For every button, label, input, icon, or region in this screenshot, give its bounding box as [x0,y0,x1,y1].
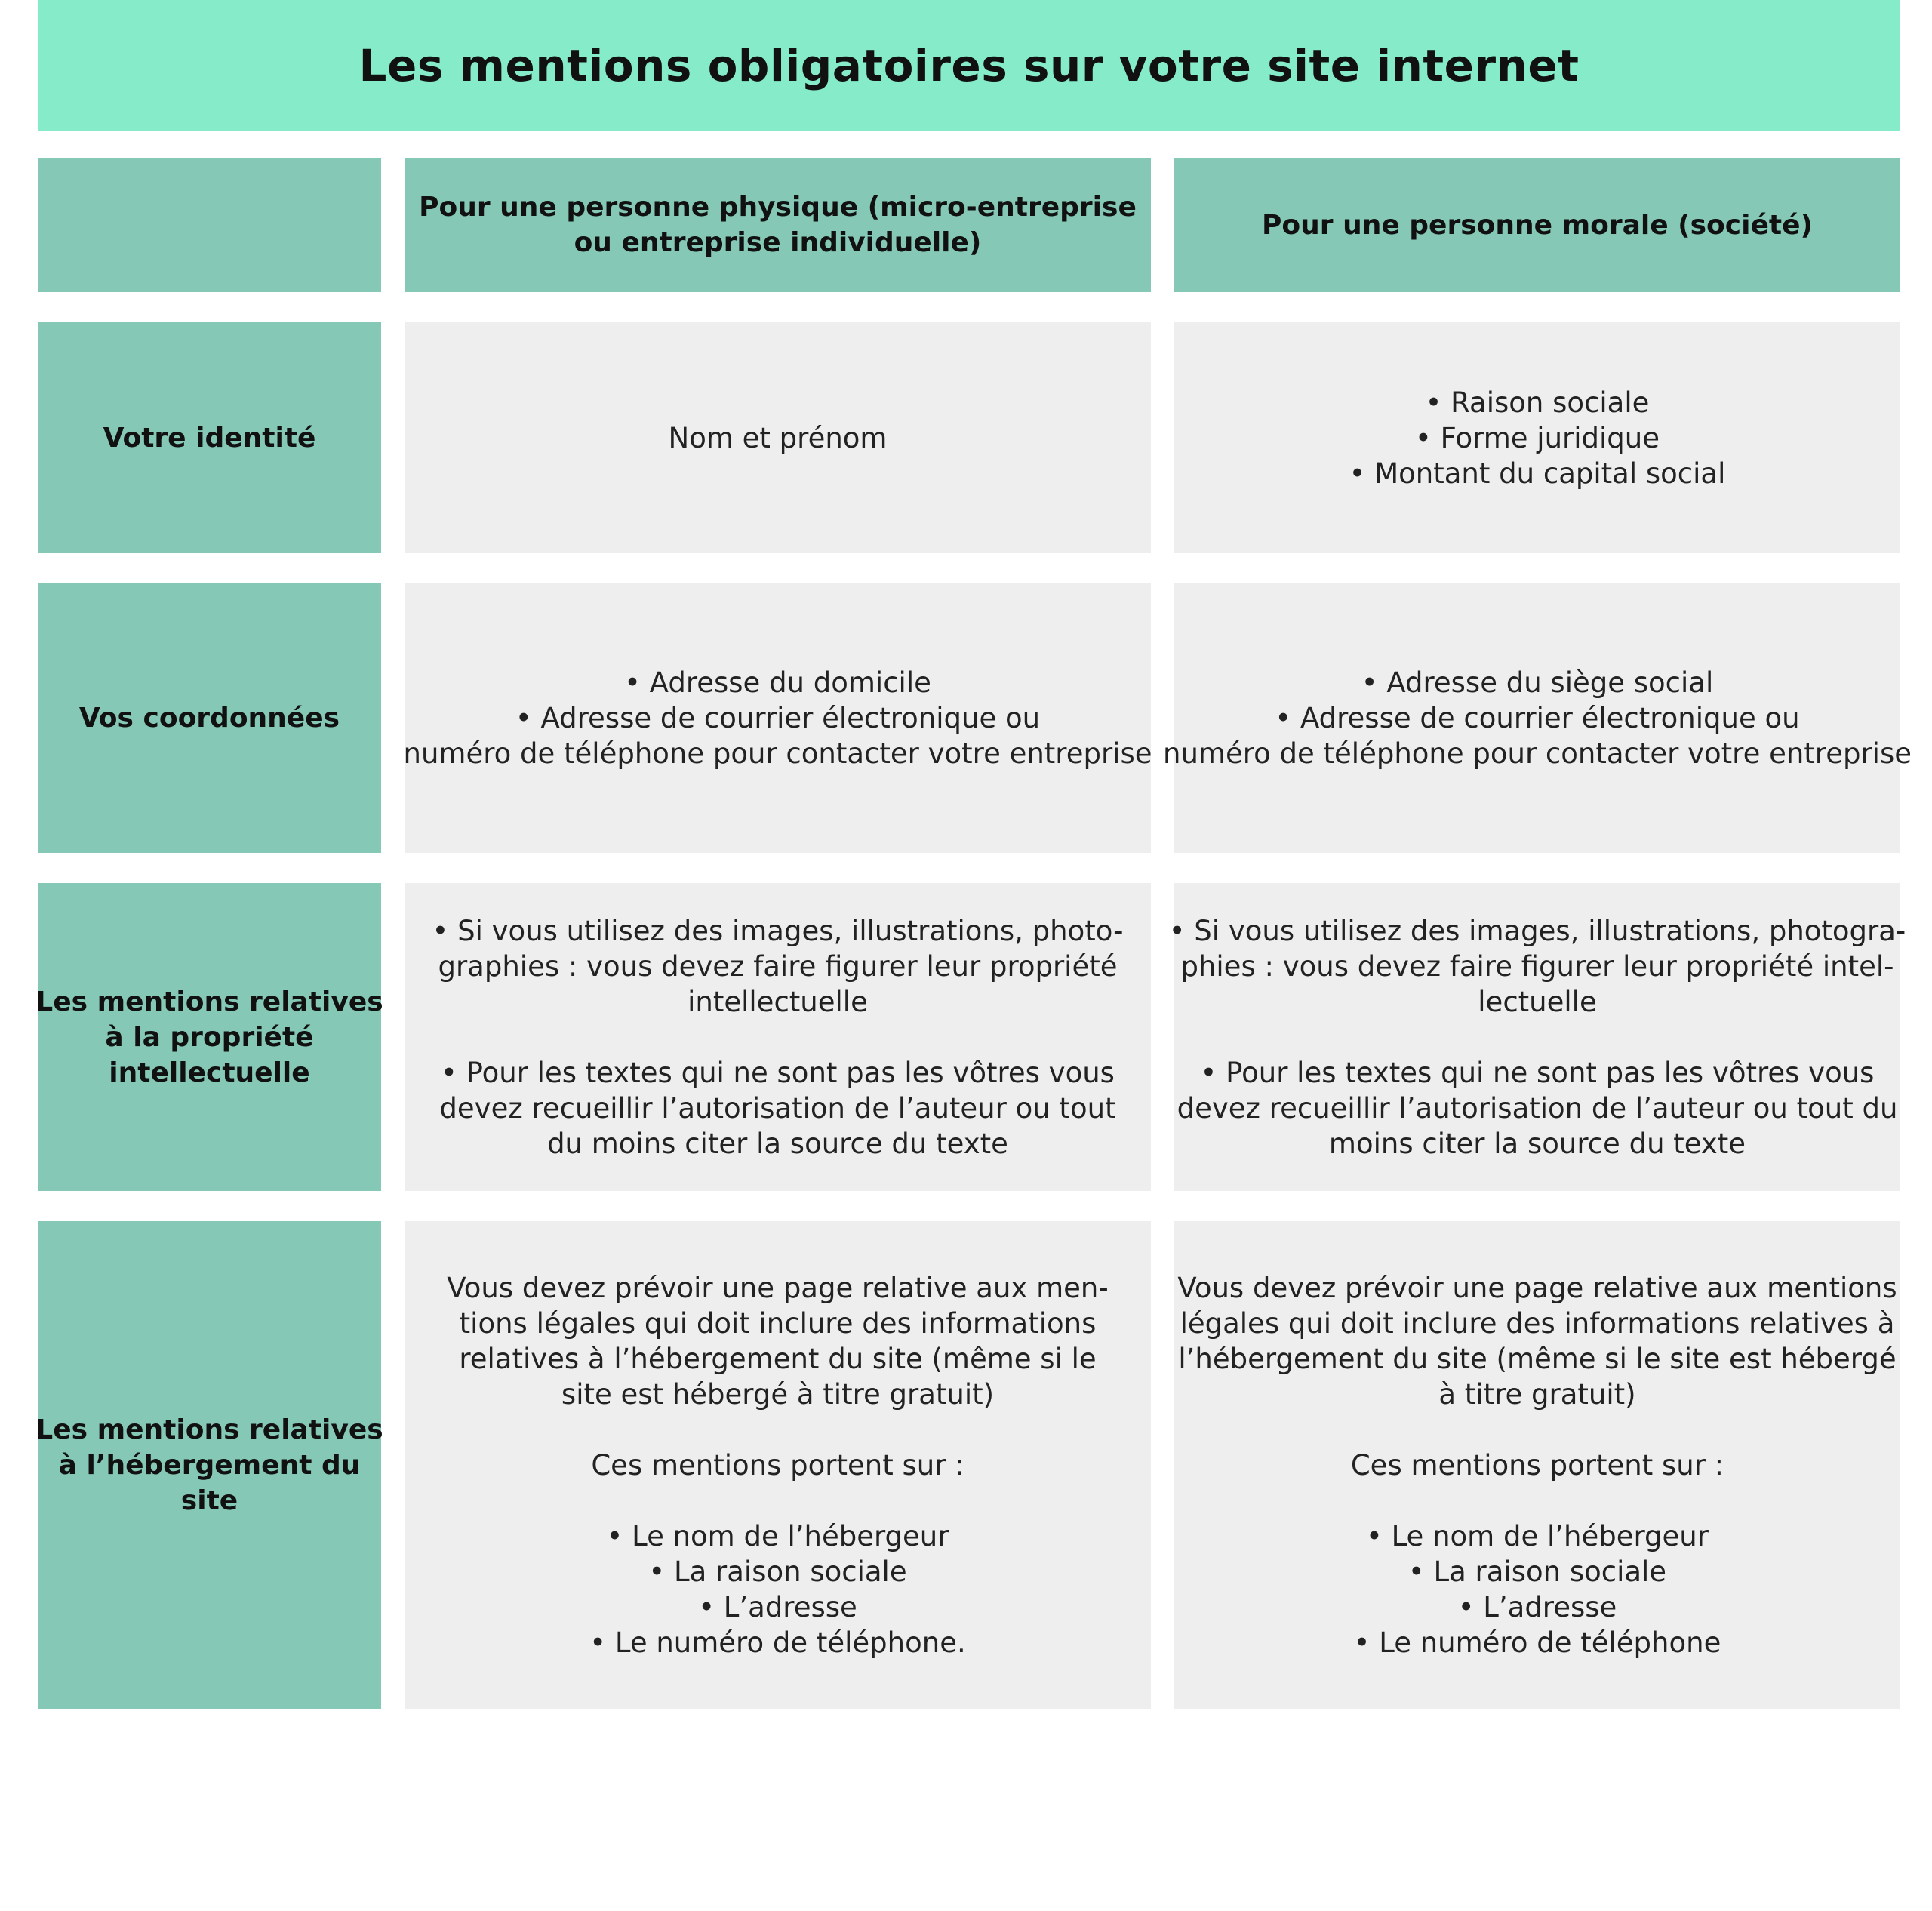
cell-line: phies : vous devez faire figurer leur propriété intel- [1180,949,1894,983]
bullet-item: • La raison sociale [648,1555,907,1588]
bullet-item: • Le nom de l’hébergeur [606,1519,949,1552]
row-label-line: Vos coordonnées [78,703,340,734]
bullet-item: • Adresse de courrier électronique ou [1275,702,1800,734]
bullet-item: • Adresse de courrier électronique ou [515,702,1041,734]
row-label-line: Les mentions relatives [35,1414,383,1445]
cell-line: • Pour les textes qui ne sont pas les vôtres vous [441,1056,1115,1089]
cell-hebergement-morale [1174,1221,1900,1709]
cell-line: du moins citer la source du texte [547,1127,1008,1160]
cell-line: l’hébergement du site (même si le site est hébergé [1178,1342,1897,1375]
cell-identite-morale [1174,322,1900,553]
cell-line: légales qui doit inclure des informations relatives à [1180,1306,1895,1340]
paragraph-gap [1169,1020,1906,1055]
column-header-physique [405,158,1151,292]
cell-line: • Si vous utilisez des images, illustrations, photo- [432,914,1124,947]
cell-propriete-physique [405,883,1151,1191]
row-label-line: intellectuelle [109,1057,310,1088]
cell-line: tions légales qui doit inclure des informations [459,1306,1097,1340]
bullet-item: • Le numéro de téléphone [1353,1626,1721,1659]
cell-line: • Pour les textes qui ne sont pas les vôtres vous [1200,1056,1875,1089]
paragraph-gap [432,1020,1124,1055]
column-header-physique-line: ou entreprise individuelle) [574,227,982,258]
bullet-item-continuation: numéro de téléphone pour contacter votre entreprise [1163,737,1912,770]
cell-line: • Si vous utilisez des images, illustrations, photogra- [1168,914,1906,947]
column-header-physique-line: Pour une personne physique (micro-entreprise [419,192,1137,223]
cell-propriete-morale [1168,883,1906,1191]
cell-line: Vous devez prévoir une page relative aux men- [447,1271,1109,1304]
cell-identite-physique [405,322,1151,553]
cell-line: à titre gratuit) [1438,1377,1636,1411]
cell-line: Vous devez prévoir une page relative aux mentions [1177,1271,1897,1304]
cell-line: lectuelle [1478,985,1597,1018]
row-label-line: Votre identité [103,422,316,454]
cell-line: devez recueillir l’autorisation de l’auteur ou tout [439,1091,1116,1125]
bullet-item: • Adresse du siège social [1361,666,1714,699]
bullet-item: • La raison sociale [1407,1555,1667,1588]
bullet-item: • Adresse du domicile [624,666,931,699]
row-label-identite [38,322,381,553]
title-banner [38,0,1900,131]
paragraph-gap [447,1412,1108,1448]
cell-line: relatives à l’hébergement du site (même si le [459,1342,1097,1375]
cell-line: devez recueillir l’autorisation de l’auteur ou tout du [1177,1091,1898,1125]
paragraph-gap [1177,1412,1897,1448]
row-label-hebergement [35,1221,383,1709]
bullet-item: • L’adresse [698,1590,857,1623]
cell-line: moins citer la source du texte [1328,1127,1746,1160]
row-label-coordonnees [38,583,381,853]
cell-line: graphies : vous devez faire figurer leur propriété [438,949,1118,983]
bullet-item: • L’adresse [1457,1590,1617,1623]
bullet-item: • Forme juridique [1414,421,1660,454]
row-label-line: à la propriété [105,1021,314,1053]
cell-coordonnees-morale [1163,583,1912,853]
bullet-item: • Le numéro de téléphone. [589,1626,966,1659]
column-header-morale [1174,158,1900,292]
row-label-line: site [180,1485,238,1516]
column-header-morale-line: Pour une personne morale (société) [1262,209,1813,241]
bullet-item: • Le nom de l’hébergeur [1366,1519,1709,1552]
cell-coordonnees-physique [405,583,1151,853]
paragraph-gap [1177,1483,1897,1519]
row-label-propriete [35,883,383,1191]
row-label-line: à l’hébergement du [58,1449,361,1481]
bullet-item: • Montant du capital social [1349,457,1726,490]
bullet-item-continuation: numéro de téléphone pour contacter votre entreprise [403,737,1152,770]
cell-line: Nom et prénom [668,421,888,454]
cell-line: site est hébergé à titre gratuit) [561,1377,995,1411]
header-empty-cell [38,158,381,292]
cell-line: Ces mentions portent sur : [1350,1448,1724,1482]
paragraph-gap [447,1483,1108,1519]
cell-hebergement-physique [405,1221,1151,1709]
bullet-item: • Raison sociale [1425,386,1650,419]
cell-line: Ces mentions portent sur : [591,1448,964,1482]
page-title: Les mentions obligatoires sur votre site internet [358,39,1580,91]
cell-line: intellectuelle [688,985,868,1018]
row-label-line: Les mentions relatives [35,986,383,1017]
